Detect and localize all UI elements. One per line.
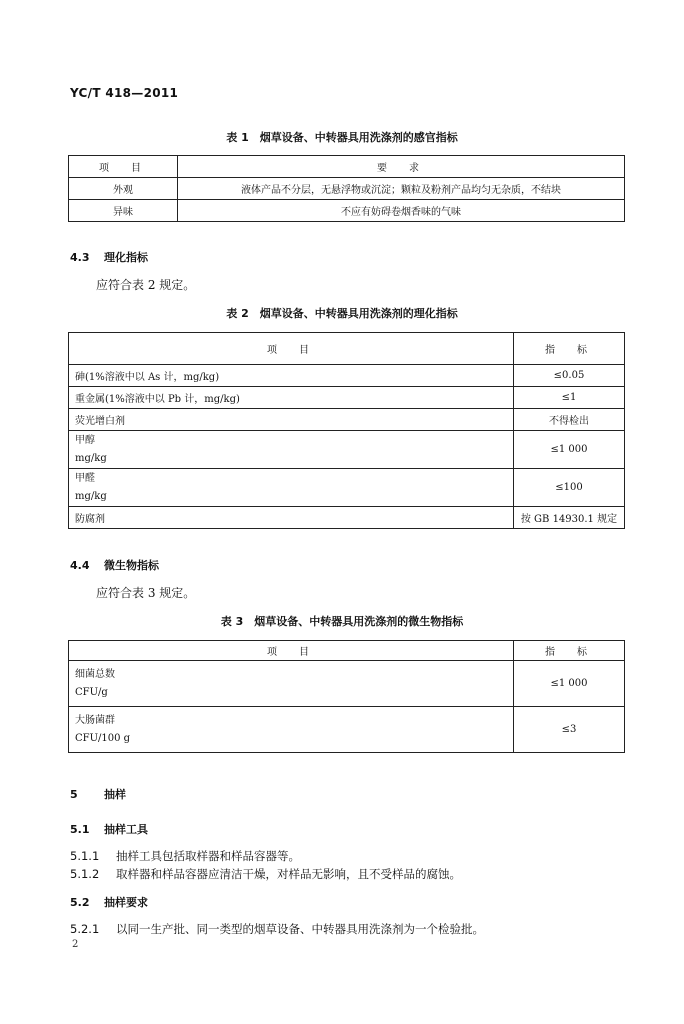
- section-4-4-heading: 4.4 微生物指标: [70, 559, 159, 572]
- table2-col-item: 项 目: [69, 333, 514, 365]
- clause-5-1-1: 5.1.1 抽样工具包括取样器和样品容器等。: [70, 849, 300, 863]
- table2-cell-value: ≤1 000: [514, 431, 625, 469]
- table-row: [69, 707, 625, 753]
- table-row: [69, 365, 625, 387]
- table2-cell-value: ≤100: [514, 469, 625, 507]
- page-number: 2: [72, 939, 79, 950]
- clause-5-1-2: 5.1.2 取样器和样品容器应清洁干燥，对样品无影响，且不受样品的腐蚀。: [70, 867, 461, 881]
- table2-cell-item: 甲醛 mg/kg: [69, 469, 514, 507]
- section-4-3-text: 应符合表 2 规定。: [96, 278, 196, 292]
- table3-cell-item: 细菌总数 CFU/g: [69, 661, 514, 707]
- table2-caption: 表 2 烟草设备、中转器具用洗涤剂的理化指标: [226, 307, 458, 320]
- table2-col-value: 指 标: [514, 333, 625, 365]
- section-5-heading: 5 抽样: [70, 788, 126, 801]
- table1-cell-item: 异味: [69, 200, 178, 222]
- table-row: [69, 409, 625, 431]
- table-row: [69, 507, 625, 529]
- table2-cell-item: 甲醇 mg/kg: [69, 431, 514, 469]
- table3: [68, 640, 625, 753]
- clause-5-2-1: 5.2.1 以同一生产批、同一类型的烟草设备、中转器具用洗涤剂为一个检验批。: [70, 922, 484, 936]
- table1-cell-item: 外观: [69, 178, 178, 200]
- section-4-3-heading: 4.3 理化指标: [70, 251, 148, 264]
- table1-col-req: 要 求: [178, 156, 625, 178]
- table2-cell-item: 重金属(1%溶液中以 Pb 计，mg/kg): [69, 387, 514, 409]
- table1-cell-req: 不应有妨碍卷烟香味的气味: [178, 200, 625, 222]
- table2-cell-value: 按 GB 14930.1 规定: [514, 507, 625, 529]
- section-5-1-heading: 5.1 抽样工具: [70, 823, 148, 836]
- table1-cell-req: 液体产品不分层，无悬浮物或沉淀；颗粒及粉剂产品均匀无杂质，不结块: [178, 178, 625, 200]
- table2-cell-item: 防腐剂: [69, 507, 514, 529]
- standard-code: YC/T 418—2011: [70, 86, 179, 100]
- table2-cell-value: 不得检出: [514, 409, 625, 431]
- table3-col-value: 指 标: [514, 641, 625, 661]
- section-5-2-heading: 5.2 抽样要求: [70, 896, 148, 909]
- table-row: [69, 431, 625, 469]
- table2-cell-value: ≤1: [514, 387, 625, 409]
- table3-cell-value: ≤3: [514, 707, 625, 753]
- table3-cell-value: ≤1 000: [514, 661, 625, 707]
- table-row: [69, 178, 625, 200]
- table1-col-item: 项 目: [69, 156, 178, 178]
- table3-cell-item: 大肠菌群 CFU/100 g: [69, 707, 514, 753]
- table1-caption: 表 1 烟草设备、中转器具用洗涤剂的感官指标: [226, 131, 458, 144]
- table-row: [69, 469, 625, 507]
- table2-cell-item: 荧光增白剂: [69, 409, 514, 431]
- table1: [68, 155, 625, 222]
- table-row: [69, 200, 625, 222]
- table3-caption: 表 3 烟草设备、中转器具用洗涤剂的微生物指标: [220, 615, 464, 628]
- table3-col-item: 项 目: [69, 641, 514, 661]
- table2-cell-value: ≤0.05: [514, 365, 625, 387]
- table-row: [69, 387, 625, 409]
- table2: [68, 332, 625, 529]
- table2-cell-item: 砷(1%溶液中以 As 计，mg/kg): [69, 365, 514, 387]
- table-row: [69, 661, 625, 707]
- section-4-4-text: 应符合表 3 规定。: [96, 586, 196, 600]
